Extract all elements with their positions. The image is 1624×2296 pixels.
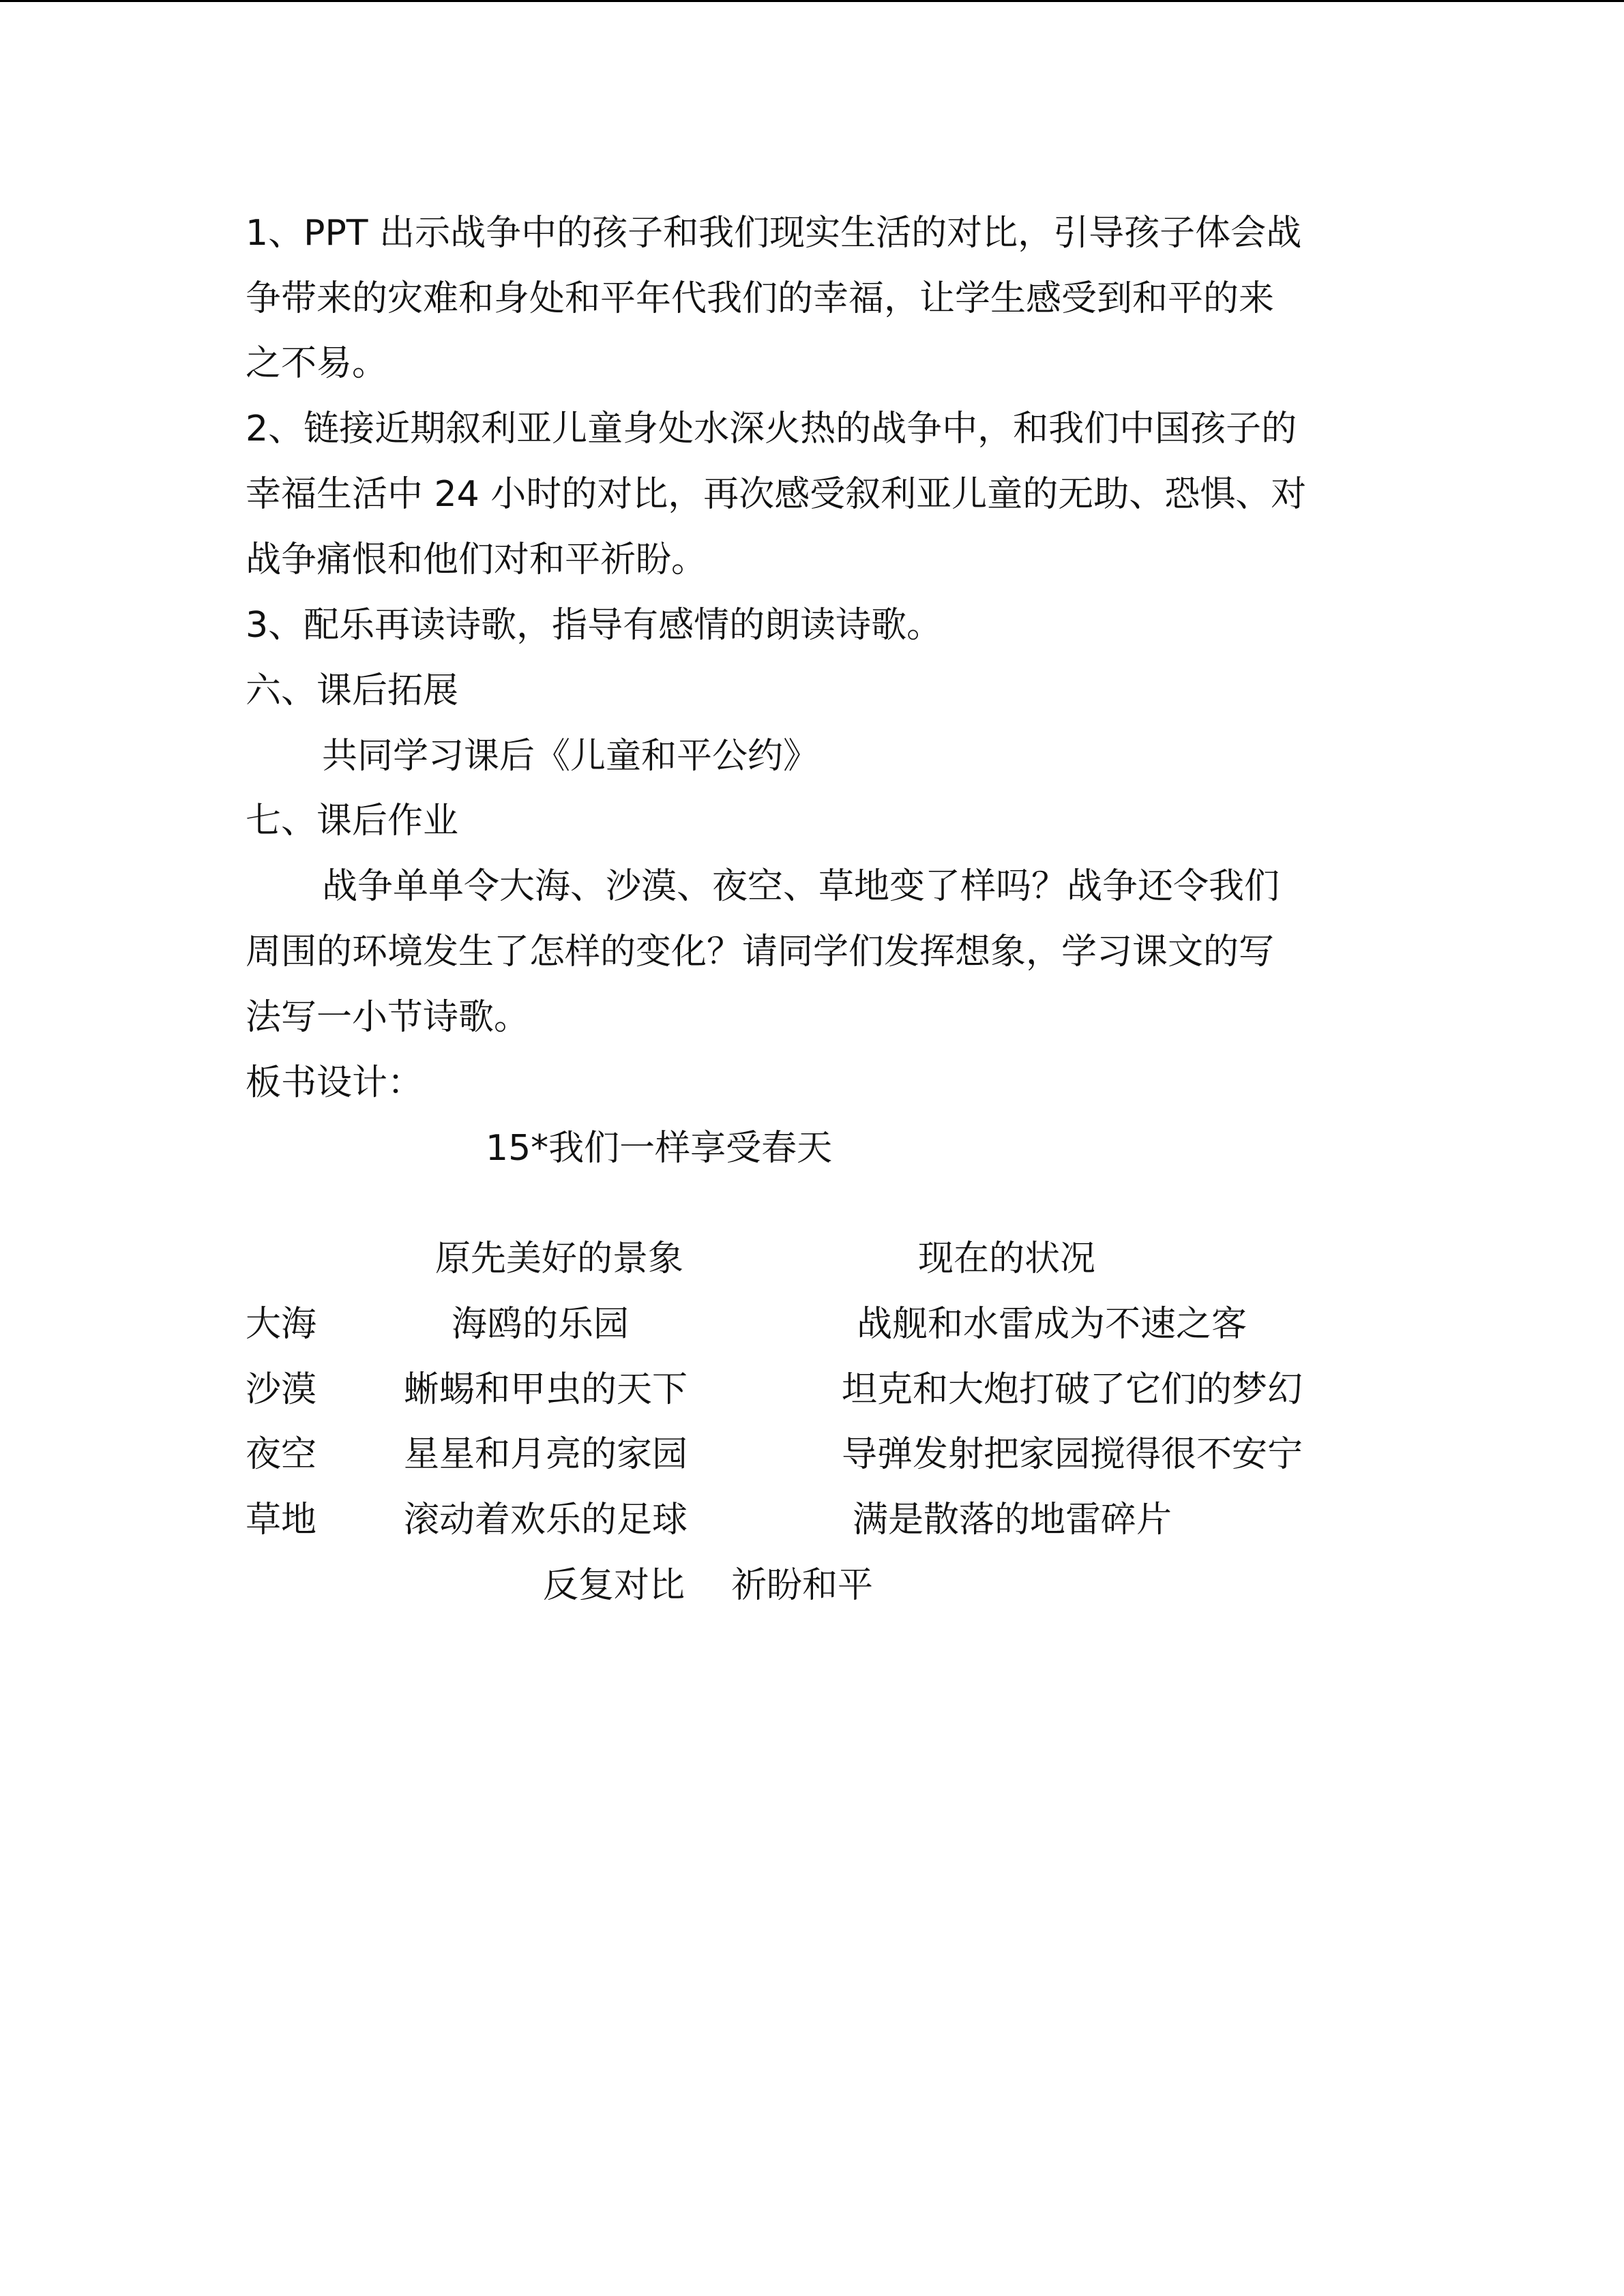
board-row-before: 滚动着欢乐的足球: [404, 1500, 688, 1540]
board-row-now: 战舰和水雷成为不速之客: [857, 1304, 1247, 1345]
paragraph-2-line-2: 幸福生活中 24 小时的对比，再次感受叙利亚儿童的无助、恐惧、对: [246, 474, 1307, 515]
board-column-before: 原先美好的景象: [435, 1238, 684, 1279]
paragraph-1-line-2: 争带来的灾难和身处和平年代我们的幸福，让学生感受到和平的来: [246, 278, 1275, 319]
section-7-heading: 七、课后作业: [246, 801, 459, 841]
board-title: 15*我们一样享受春天: [486, 1128, 833, 1169]
paragraph-2-line-3: 战争痛恨和他们对和平祈盼。: [246, 539, 707, 580]
paragraph-2-line-1: 2、链接近期叙利亚儿童身处水深火热的战争中，和我们中国孩子的: [246, 408, 1297, 449]
board-summary-left: 反复对比: [543, 1565, 685, 1606]
paragraph-1-line-1: 1、PPT 出示战争中的孩子和我们现实生活的对比，引导孩子体会战: [246, 213, 1302, 254]
board-label: 板书设计：: [246, 1062, 424, 1103]
section-6-body: 共同学习课后《儿童和平公约》: [322, 736, 819, 777]
board-row-now: 满是散落的地雷碎片: [853, 1500, 1172, 1540]
section-7-line-1: 战争单单令大海、沙漠、夜空、草地变了样吗？战争还令我们: [322, 866, 1280, 907]
section-7-line-2: 周围的环境发生了怎样的变化？请同学们发挥想象，学习课文的写: [246, 931, 1275, 972]
board-row-now: 导弹发射把家园搅得很不安宁: [842, 1434, 1303, 1475]
board-row-place: 沙漠: [246, 1369, 317, 1410]
board-row-before: 蜥蜴和甲虫的天下: [404, 1369, 688, 1410]
paragraph-3: 3、配乐再读诗歌，指导有感情的朗读诗歌。: [246, 605, 943, 646]
board-column-now: 现在的状况: [918, 1238, 1096, 1279]
board-row-before: 星星和月亮的家园: [404, 1434, 688, 1475]
paragraph-1-line-3: 之不易。: [246, 343, 388, 384]
section-7-line-3: 法写一小节诗歌。: [246, 997, 530, 1038]
board-row-place: 夜空: [246, 1434, 317, 1475]
board-row-place: 草地: [246, 1500, 317, 1540]
section-6-heading: 六、课后拓展: [246, 670, 459, 711]
board-row-before: 海鸥的乐园: [452, 1304, 630, 1345]
board-row-now: 坦克和大炮打破了它们的梦幻: [842, 1369, 1303, 1410]
board-row-place: 大海: [246, 1304, 317, 1345]
board-summary-right: 祈盼和平: [731, 1565, 874, 1606]
